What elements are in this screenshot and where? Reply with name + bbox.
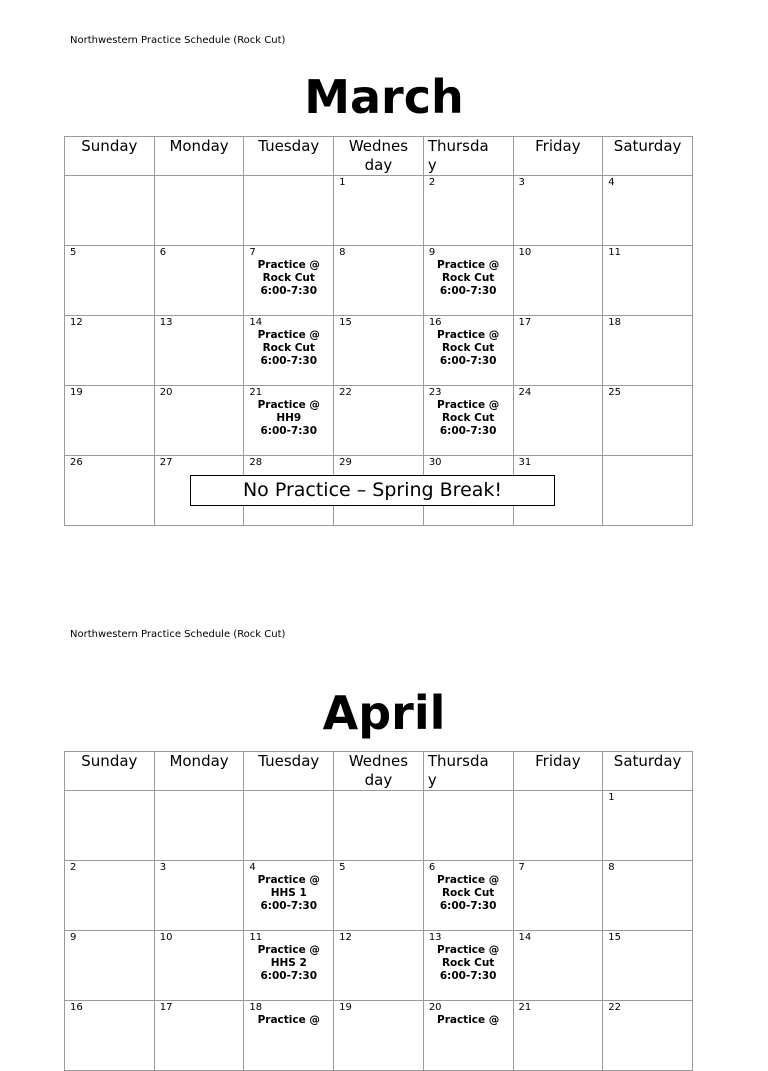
calendar-april — [64, 751, 693, 1071]
spring-break-notice: No Practice – Spring Break! — [190, 475, 555, 506]
day-number: 24 — [518, 387, 532, 398]
day-number: 7 — [249, 247, 256, 258]
weekday-header: Friday — [513, 752, 603, 791]
day-number: 27 — [159, 457, 173, 468]
practice-event: Practice @ Rock Cut 6:00-7:30 — [257, 329, 320, 367]
practice-event: Practice @ HHS 2 6:00-7:30 — [257, 944, 320, 982]
day-number: 11 — [608, 247, 621, 258]
day-cell — [244, 791, 334, 861]
day-number: 17 — [159, 1002, 173, 1013]
day-number: 9 — [70, 932, 77, 943]
day-cell — [603, 456, 693, 526]
day-number: 28 — [249, 457, 263, 468]
practice-event: Practice @ Rock Cut 6:00-7:30 — [437, 874, 500, 912]
day-cell — [154, 386, 244, 456]
day-cell — [334, 861, 424, 931]
day-number: 16 — [70, 1002, 83, 1013]
practice-event: Practice @ — [437, 1014, 500, 1026]
day-cell — [65, 246, 155, 316]
day-number: 20 — [428, 1002, 442, 1013]
day-number: 14 — [518, 932, 532, 943]
practice-event: Practice @ HHS 1 6:00-7:30 — [257, 874, 320, 912]
day-number: 14 — [249, 317, 263, 328]
day-number: 25 — [608, 387, 621, 398]
day-cell — [513, 791, 603, 861]
day-number: 11 — [249, 932, 263, 943]
practice-event: Practice @ HH9 6:00-7:30 — [257, 399, 320, 437]
weekday-header: Monday — [154, 137, 244, 176]
day-number: 10 — [159, 932, 173, 943]
day-cell — [65, 1001, 155, 1071]
page-header-april: Northwestern Practice Schedule (Rock Cut) — [70, 629, 286, 640]
day-number: 15 — [608, 932, 621, 943]
day-cell — [513, 386, 603, 456]
day-number: 13 — [159, 317, 173, 328]
day-cell — [513, 316, 603, 386]
day-number: 9 — [428, 247, 436, 258]
day-number: 3 — [518, 177, 525, 188]
week-row — [65, 316, 693, 386]
day-cell — [65, 316, 155, 386]
day-cell — [513, 861, 603, 931]
weekday-header: Thursda y — [423, 752, 513, 791]
day-number: 29 — [339, 457, 352, 468]
day-cell — [513, 176, 603, 246]
weekday-header: Wednes day — [334, 137, 424, 176]
day-number: 1 — [608, 792, 615, 803]
day-number: 23 — [428, 387, 442, 398]
week-row — [65, 176, 693, 246]
weekday-header: Tuesday — [244, 137, 334, 176]
day-cell — [65, 861, 155, 931]
day-cell — [65, 931, 155, 1001]
day-number: 16 — [428, 317, 442, 328]
day-cell — [244, 931, 334, 1001]
day-cell — [423, 316, 513, 386]
day-number: 6 — [159, 247, 167, 258]
day-number: 3 — [159, 862, 167, 873]
day-cell — [334, 246, 424, 316]
day-number: 12 — [70, 317, 83, 328]
day-cell — [603, 246, 693, 316]
day-number: 5 — [339, 862, 346, 873]
week-row — [65, 931, 693, 1001]
day-cell — [423, 931, 513, 1001]
page-header-march: Northwestern Practice Schedule (Rock Cut) — [70, 35, 286, 46]
day-cell — [603, 931, 693, 1001]
month-title-april: April — [322, 686, 446, 740]
day-number: 22 — [339, 387, 352, 398]
day-cell — [244, 246, 334, 316]
practice-event: Practice @ — [257, 1014, 320, 1026]
day-number: 31 — [518, 457, 532, 468]
day-cell — [334, 791, 424, 861]
calendar-march — [64, 136, 693, 526]
day-cell — [65, 386, 155, 456]
day-cell — [154, 246, 244, 316]
day-number: 15 — [339, 317, 352, 328]
day-number: 2 — [428, 177, 436, 188]
weekday-header: Saturday — [603, 752, 693, 791]
day-cell — [154, 791, 244, 861]
day-cell — [423, 791, 513, 861]
weekday-header: Tuesday — [244, 752, 334, 791]
day-cell — [513, 1001, 603, 1071]
day-cell — [154, 931, 244, 1001]
weekday-header: Wednes day — [334, 752, 424, 791]
day-number: 18 — [608, 317, 621, 328]
day-number: 12 — [339, 932, 352, 943]
day-cell — [513, 931, 603, 1001]
day-number: 19 — [70, 387, 83, 398]
day-number: 21 — [518, 1002, 532, 1013]
day-number: 2 — [70, 862, 77, 873]
day-cell — [334, 176, 424, 246]
day-cell — [603, 861, 693, 931]
day-cell — [244, 1001, 334, 1071]
day-number: 21 — [249, 387, 263, 398]
day-cell — [244, 316, 334, 386]
day-cell — [154, 1001, 244, 1071]
day-cell — [244, 176, 334, 246]
week-row — [65, 1001, 693, 1071]
week-row — [65, 861, 693, 931]
day-cell — [154, 316, 244, 386]
week-row — [65, 386, 693, 456]
day-number: 4 — [249, 862, 256, 873]
week-row — [65, 246, 693, 316]
day-cell — [65, 791, 155, 861]
day-number: 7 — [518, 862, 525, 873]
practice-event: Practice @ Rock Cut 6:00-7:30 — [257, 259, 320, 297]
day-cell — [154, 861, 244, 931]
day-number: 1 — [339, 177, 346, 188]
practice-event: Practice @ Rock Cut 6:00-7:30 — [437, 329, 500, 367]
day-number: 18 — [249, 1002, 263, 1013]
practice-event: Practice @ Rock Cut 6:00-7:30 — [437, 399, 500, 437]
day-cell — [423, 246, 513, 316]
weekday-header: Thursda y — [423, 137, 513, 176]
day-number: 22 — [608, 1002, 621, 1013]
day-cell — [603, 176, 693, 246]
day-cell — [334, 386, 424, 456]
weekday-header: Sunday — [65, 137, 155, 176]
weekday-header-row — [65, 752, 693, 791]
day-cell — [603, 316, 693, 386]
day-number: 8 — [339, 247, 346, 258]
practice-event: Practice @ Rock Cut 6:00-7:30 — [437, 259, 500, 297]
day-number: 26 — [70, 457, 83, 468]
day-number: 6 — [428, 862, 436, 873]
day-cell — [513, 246, 603, 316]
day-cell — [334, 316, 424, 386]
day-number: 5 — [70, 247, 77, 258]
weekday-header-row — [65, 137, 693, 176]
day-cell — [244, 386, 334, 456]
day-number: 30 — [428, 457, 442, 468]
day-number: 19 — [339, 1002, 352, 1013]
weekday-header: Monday — [154, 752, 244, 791]
day-cell — [244, 861, 334, 931]
weekday-header: Sunday — [65, 752, 155, 791]
day-cell — [603, 386, 693, 456]
day-cell — [603, 791, 693, 861]
day-number: 10 — [518, 247, 532, 258]
practice-event: Practice @ Rock Cut 6:00-7:30 — [437, 944, 500, 982]
weekday-header: Friday — [513, 137, 603, 176]
day-cell — [65, 456, 155, 526]
day-cell — [423, 861, 513, 931]
day-cell — [334, 1001, 424, 1071]
day-cell — [423, 386, 513, 456]
day-cell — [154, 176, 244, 246]
day-cell — [65, 176, 155, 246]
day-cell — [603, 1001, 693, 1071]
weekday-header: Saturday — [603, 137, 693, 176]
day-cell — [423, 1001, 513, 1071]
day-number: 13 — [428, 932, 442, 943]
day-number: 4 — [608, 177, 615, 188]
day-number: 17 — [518, 317, 532, 328]
day-cell — [423, 176, 513, 246]
day-number: 20 — [159, 387, 173, 398]
day-cell — [334, 931, 424, 1001]
week-row — [65, 791, 693, 861]
day-number: 8 — [608, 862, 615, 873]
month-title-march: March — [304, 70, 464, 124]
